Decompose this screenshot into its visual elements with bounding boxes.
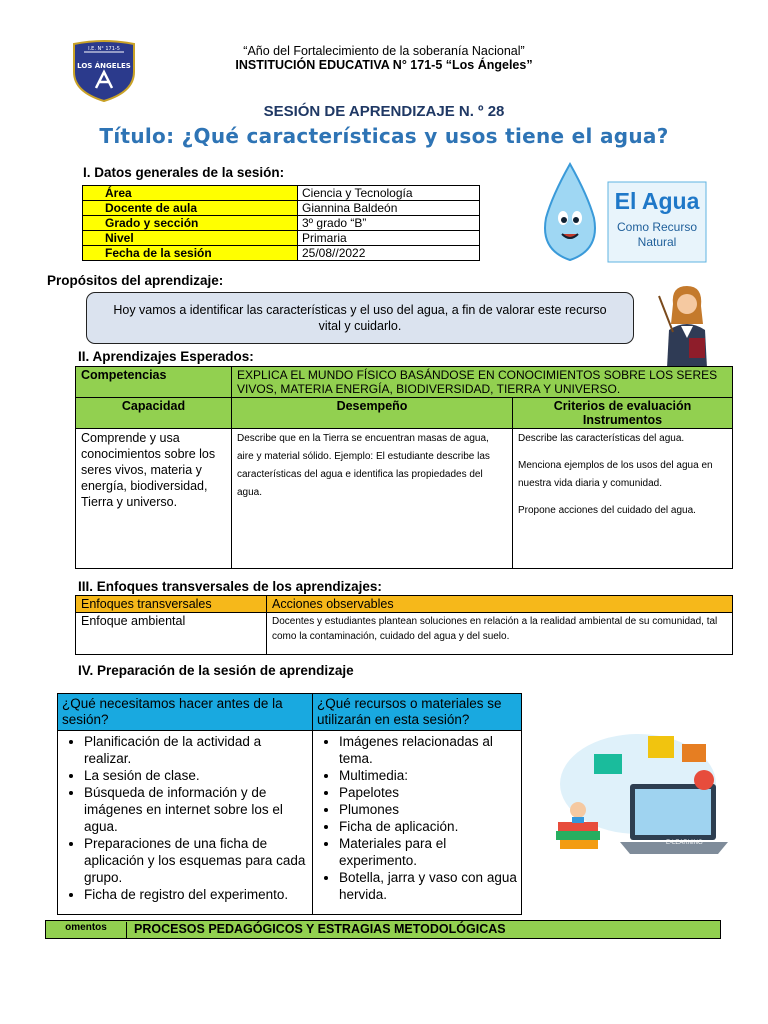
procesos-title: PROCESOS PEDAGÓGICOS Y ESTRAGIAS METODOLÓGICAS xyxy=(134,922,506,936)
page-title: Título: ¿Qué características y usos tiene el agua? xyxy=(99,124,669,148)
col-antes: ¿Qué necesitamos hacer antes de la sesión? xyxy=(58,694,313,731)
criterios-cell xyxy=(513,429,733,569)
capacidad-text: Comprende y usa conocimientos sobre los seres vivos, materia y energía, biodiversidad, Tierra y universo. xyxy=(76,429,232,569)
datos-key: Nivel xyxy=(83,231,298,246)
datos-row xyxy=(83,216,480,231)
col-desempeno: Desempeño xyxy=(232,398,513,429)
proposito-text: Hoy vamos a identificar las características y el uso del agua, a fin de valorar este recurso vital y cuidarlo. xyxy=(113,303,607,333)
agua-illustration xyxy=(530,160,712,272)
aprendizajes-table xyxy=(75,366,733,569)
datos-row xyxy=(83,186,480,201)
section-1-heading: I. Datos generales de la sesión: xyxy=(83,165,285,180)
antes-cell xyxy=(58,731,313,915)
datos-value: Ciencia y Tecnología xyxy=(298,186,480,201)
datos-generales-table xyxy=(82,185,480,261)
recursos-cell xyxy=(313,731,522,915)
recursos-list xyxy=(317,733,517,903)
col-recursos: ¿Qué recursos o materiales se utilizarán en esta sesión? xyxy=(313,694,522,731)
list-item: • Imágenes relacionadas al tema. xyxy=(339,733,517,767)
datos-row xyxy=(83,201,480,216)
antes-list xyxy=(62,733,308,903)
list-item: • Multimedia: xyxy=(339,767,517,784)
list-item: • Botella, jarra y vaso con agua hervida. xyxy=(339,869,517,903)
list-item: • Ficha de registro del experimento. xyxy=(84,886,308,903)
agua-subtitle-1: Como Recurso xyxy=(616,220,698,234)
section-4-heading: IV. Preparación de la sesión de aprendizaje xyxy=(78,663,354,678)
teacher-illustration xyxy=(655,282,715,368)
enfoques-table xyxy=(75,595,733,655)
competencia-text: EXPLICA EL MUNDO FÍSICO BASÁNDOSE EN CONOCIMIENTOS SOBRE LOS SERES VIVOS, MATERIA ENERGÍA, BIODIVERSIDAD, TIERRA Y UNIVERSO. xyxy=(232,367,733,398)
datos-value: 3º grado “B” xyxy=(298,216,480,231)
enfoque-text: Enfoque ambiental xyxy=(76,613,267,655)
datos-row xyxy=(83,231,480,246)
list-item: • Plumones xyxy=(339,801,517,818)
institution-name: INSTITUCIÓN EDUCATIVA N° 171-5 “Los Ángeles” xyxy=(235,58,533,72)
datos-key: Fecha de la sesión xyxy=(83,246,298,261)
list-item: • Planificación de la actividad a realizar. xyxy=(84,733,308,767)
criterio-item: Propone acciones del cuidado del agua. xyxy=(518,505,696,516)
agua-subtitle-2: Natural xyxy=(637,235,677,249)
svg-text:I.E. N° 171-5: I.E. N° 171-5 xyxy=(88,46,120,52)
svg-text:LOS ÁNGELES: LOS ÁNGELES xyxy=(77,62,131,70)
datos-value: 25/08//2022 xyxy=(298,246,480,261)
procesos-bar xyxy=(45,920,721,939)
list-item: • Papelotes xyxy=(339,784,517,801)
datos-row xyxy=(83,246,480,261)
section-3-heading: III. Enfoques transversales de los aprendizajes: xyxy=(78,579,382,594)
list-item: • Preparaciones de una ficha de aplicación y los esquemas para cada grupo. xyxy=(84,835,308,886)
agua-title: El Agua xyxy=(614,188,700,214)
col-acciones: Acciones observables xyxy=(267,596,733,613)
elearning-label: E-LEARNING xyxy=(666,840,703,846)
criterio-item: Menciona ejemplos de los usos del agua en nuestra vida diaria y comunidad. xyxy=(518,460,713,489)
propositos-heading: Propósitos del aprendizaje: xyxy=(47,273,224,288)
col-enfoques: Enfoques transversales xyxy=(76,596,267,613)
criterio-item: Describe las características del agua. xyxy=(518,433,685,444)
desempeno-text: Describe que en la Tierra se encuentran masas de agua, aire y material sólido. Ejemplo: El estudiante describe las características del agua e identifica las propiedades del agua. xyxy=(232,429,513,569)
year-motto: “Año del Fortalecimiento de la soberanía Nacional” xyxy=(243,44,525,58)
datos-key: Docente de aula xyxy=(83,201,298,216)
datos-value: Primaria xyxy=(298,231,480,246)
col-criterios: Criterios de evaluación Instrumentos xyxy=(513,398,733,429)
preparacion-table xyxy=(57,693,522,915)
datos-key: Grado y sección xyxy=(83,216,298,231)
datos-key: Área xyxy=(83,186,298,201)
datos-value: Giannina Baldeón xyxy=(298,201,480,216)
acciones-text: Docentes y estudiantes plantean soluciones en relación a la realidad ambiental de su comunidad, tal como la contaminación, cuidado del agua y del suelo. xyxy=(267,613,733,655)
col-capacidad: Capacidad xyxy=(76,398,232,429)
list-item: • Materiales para el experimento. xyxy=(339,835,517,869)
session-number: SESIÓN DE APRENDIZAJE N. º 28 xyxy=(263,103,505,120)
list-item: • Búsqueda de información y de imágenes en internet sobre los el agua. xyxy=(84,784,308,835)
elearning-illustration xyxy=(538,714,738,874)
list-item: • Ficha de aplicación. xyxy=(339,818,517,835)
section-2-heading: II. Aprendizajes Esperados: xyxy=(78,349,254,364)
list-item: • La sesión de clase. xyxy=(84,767,308,784)
competencias-label: Competencias xyxy=(76,367,232,398)
momentos-label: omentos xyxy=(46,922,127,938)
proposito-box xyxy=(86,292,634,344)
